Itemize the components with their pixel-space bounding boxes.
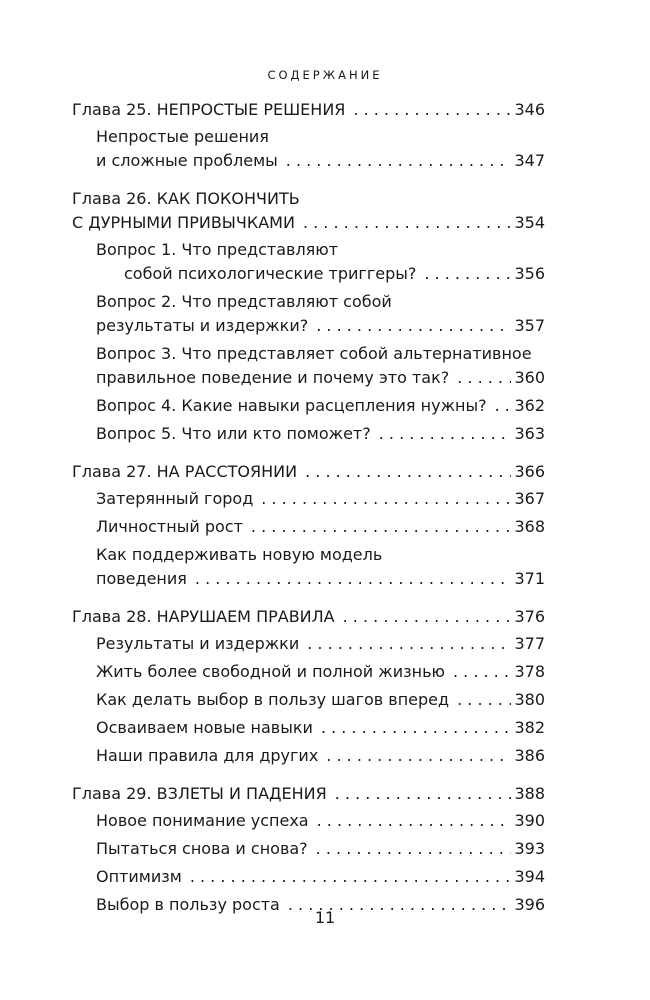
- toc-entry-text: собой психологические триггеры?: [124, 264, 417, 283]
- toc-entry-page-number: 378: [514, 662, 545, 681]
- toc-entry-text: Личностный рост: [96, 517, 243, 536]
- toc-entry[interactable]: [72, 660, 545, 684]
- toc-entry[interactable]: [72, 422, 545, 446]
- dot-leader: [379, 422, 512, 446]
- toc-entry-row: [96, 837, 545, 861]
- toc-entry-page-number: 396: [514, 895, 545, 914]
- dot-leader: [190, 865, 512, 889]
- toc-entry-text: Наши правила для других: [96, 746, 319, 765]
- toc-entry-row: [96, 366, 545, 390]
- chapter-page-number: 354: [514, 213, 545, 232]
- toc-entry-row: [96, 660, 545, 684]
- dot-leader: [286, 149, 512, 173]
- toc-entry-page-number: 367: [514, 489, 545, 508]
- chapter-title[interactable]: [72, 211, 545, 235]
- toc-entry-page-number: 360: [514, 368, 545, 387]
- toc-entry-row: [96, 394, 545, 418]
- toc-entry[interactable]: [72, 125, 545, 173]
- toc-entry-text: Как делать выбор в пользу шагов вперед: [96, 690, 450, 709]
- toc-entry-row: [96, 487, 545, 511]
- toc-entry[interactable]: [72, 688, 545, 712]
- chapter-page-number: 366: [514, 462, 545, 481]
- toc-entry-row: [96, 422, 545, 446]
- chapter-title[interactable]: [72, 460, 545, 484]
- toc-entry-page-number: 377: [514, 634, 545, 653]
- toc-entry-text: Осваиваем новые навыки: [96, 718, 313, 737]
- dot-leader: [457, 688, 511, 712]
- chapter: [72, 605, 545, 768]
- toc-entry-page-number: 356: [514, 264, 545, 283]
- chapter-title-text: Глава 29. ВЗЛЕТЫ И ПАДЕНИЯ: [72, 784, 327, 803]
- dot-leader: [316, 314, 511, 338]
- toc-entry[interactable]: [72, 394, 545, 418]
- chapter-title[interactable]: [72, 605, 545, 629]
- toc-entry-row: [96, 515, 545, 539]
- dot-leader: [495, 394, 512, 418]
- toc-entry-line: Вопрос 3. Что представляет собой альтернативное: [96, 344, 532, 363]
- toc-entry-row: [96, 716, 545, 740]
- dot-leader: [195, 567, 512, 591]
- chapter-page-number: 388: [514, 784, 545, 803]
- toc-entry[interactable]: [72, 238, 545, 286]
- chapter-page-number: 346: [514, 100, 545, 119]
- dot-leader: [251, 515, 512, 539]
- toc-entry-page-number: 362: [514, 396, 545, 415]
- chapter-title-text: Глава 27. НА РАССТОЯНИИ: [72, 462, 298, 481]
- chapter-title-text: С ДУРНЫМИ ПРИВЫЧКАМИ: [72, 213, 295, 232]
- toc-entry-page-number: 357: [514, 316, 545, 335]
- toc-entry-text: Пытаться снова и снова?: [96, 839, 308, 858]
- chapter-title-line: Глава 26. КАК ПОКОНЧИТЬ: [72, 189, 300, 208]
- toc-entry-row: [96, 314, 545, 338]
- page-number: 11: [314, 908, 336, 927]
- toc-entry[interactable]: [72, 632, 545, 656]
- toc-entry-row: [96, 744, 545, 768]
- toc-entry[interactable]: [72, 865, 545, 889]
- toc-entry-text: Новое понимание успеха: [96, 811, 309, 830]
- toc-entry-row: [96, 865, 545, 889]
- dot-leader: [317, 809, 512, 833]
- chapter-title-text: Глава 28. НАРУШАЕМ ПРАВИЛА: [72, 607, 335, 626]
- toc-entry-text: Оптимизм: [96, 867, 182, 886]
- dot-leader: [316, 837, 512, 861]
- dot-leader: [326, 744, 511, 768]
- dot-leader: [353, 98, 511, 122]
- toc-entry-text: результаты и издержки?: [96, 316, 309, 335]
- toc-entry-text: поведения: [96, 569, 187, 588]
- toc-entry-page-number: 386: [514, 746, 545, 765]
- dot-leader: [424, 262, 511, 286]
- toc-entry[interactable]: [72, 716, 545, 740]
- toc-entry-page-number: 371: [514, 569, 545, 588]
- dot-leader: [261, 487, 511, 511]
- dot-leader: [307, 632, 511, 656]
- table-of-contents: [72, 98, 545, 931]
- dot-leader: [321, 716, 512, 740]
- toc-entry-text: Жить более свободной и полной жизнью: [96, 662, 445, 681]
- toc-entry-text: и сложные проблемы: [96, 151, 278, 170]
- toc-entry[interactable]: [72, 837, 545, 861]
- toc-entry-line: Как поддерживать новую модель: [96, 545, 383, 564]
- toc-entry[interactable]: [72, 515, 545, 539]
- toc-entry-text: Затерянный город: [96, 489, 254, 508]
- toc-entry[interactable]: [72, 543, 545, 591]
- toc-entry-page-number: 380: [514, 690, 545, 709]
- toc-entry[interactable]: [72, 487, 545, 511]
- chapter-title[interactable]: [72, 98, 545, 122]
- toc-entry[interactable]: [72, 809, 545, 833]
- toc-entry-page-number: 394: [514, 867, 545, 886]
- dot-leader: [457, 366, 511, 390]
- dot-leader: [305, 460, 511, 484]
- toc-entry-text: Вопрос 5. Что или кто поможет?: [96, 424, 371, 443]
- toc-entry-line: Вопрос 2. Что представляют собой: [96, 292, 392, 311]
- dot-leader: [453, 660, 511, 684]
- chapter: [72, 782, 545, 917]
- toc-entry-row: [96, 688, 545, 712]
- chapter: [72, 98, 545, 173]
- chapter-title[interactable]: [72, 782, 545, 806]
- toc-entry-page-number: 382: [514, 718, 545, 737]
- chapter: [72, 187, 545, 446]
- chapter-page-number: 376: [514, 607, 545, 626]
- toc-entry[interactable]: [72, 290, 545, 338]
- chapter-title-text: Глава 25. НЕПРОСТЫЕ РЕШЕНИЯ: [72, 100, 346, 119]
- toc-entry-text: правильное поведение и почему это так?: [96, 368, 450, 387]
- chapter: [72, 460, 545, 591]
- toc-entry-page-number: 368: [514, 517, 545, 536]
- toc-entry-page-number: 390: [514, 811, 545, 830]
- toc-entry-row: [96, 567, 545, 591]
- toc-entry-line: Вопрос 1. Что представляют: [96, 240, 339, 259]
- toc-entry-row: [96, 809, 545, 833]
- dot-leader: [335, 782, 512, 806]
- toc-entry-text: Вопрос 4. Какие навыки расцепления нужны?: [96, 396, 487, 415]
- toc-entry-text: Выбор в пользу роста: [96, 895, 280, 914]
- dot-leader: [343, 605, 512, 629]
- toc-entry-row: [96, 632, 545, 656]
- toc-entry-page-number: 363: [514, 424, 545, 443]
- toc-entry-text: Результаты и издержки: [96, 634, 300, 653]
- toc-entry-page-number: 393: [514, 839, 545, 858]
- dot-leader: [303, 211, 512, 235]
- toc-entry[interactable]: [72, 342, 545, 390]
- toc-entry-row: [96, 149, 545, 173]
- page-header: СОДЕРЖАНИЕ: [267, 68, 383, 82]
- toc-entry-row: [96, 262, 545, 286]
- toc-entry[interactable]: [72, 744, 545, 768]
- toc-entry-page-number: 347: [514, 151, 545, 170]
- toc-entry-line: Непростые решения: [96, 127, 269, 146]
